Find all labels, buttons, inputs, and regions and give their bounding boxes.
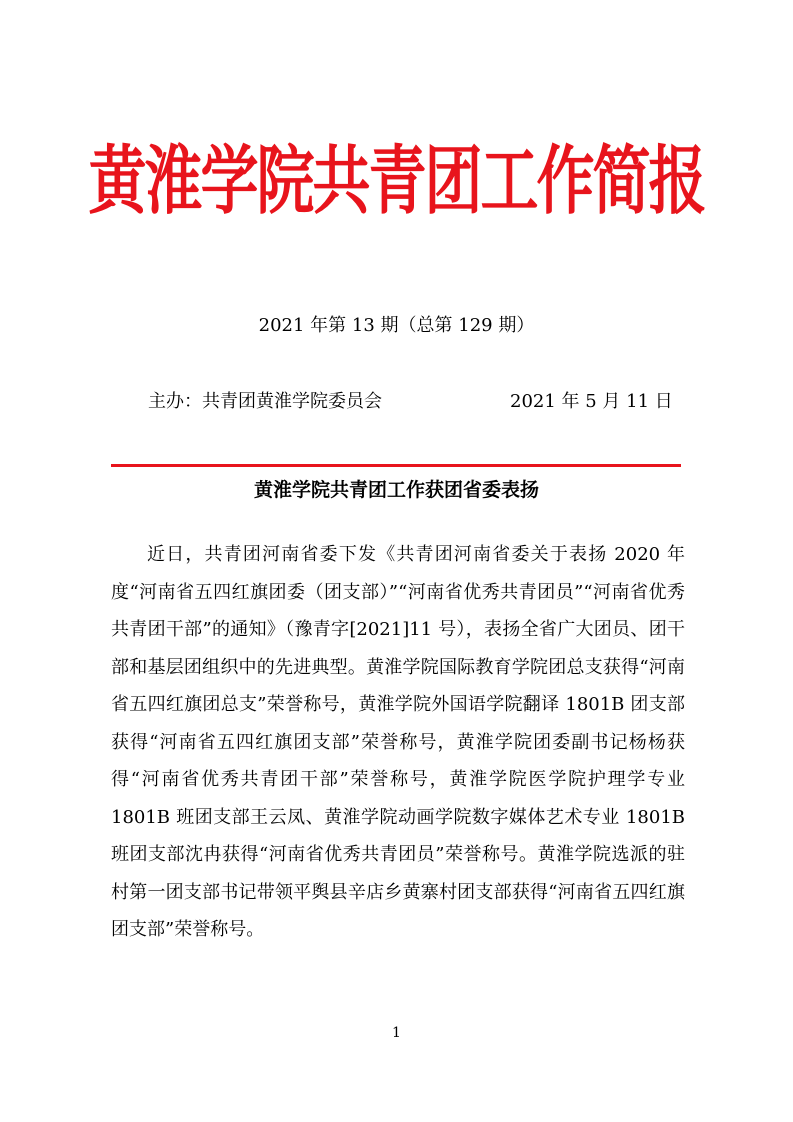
article-title: 黄淮学院共青团工作获团省委表扬 — [253, 479, 539, 501]
issue-number: 2021 年第 13 期（总第 129 期） — [258, 315, 535, 336]
masthead-title: 黄淮学院共青团工作简报 — [88, 137, 705, 225]
masthead-divider — [111, 464, 681, 467]
page-number: 1 — [392, 1025, 401, 1041]
sponsor-line: 主办：共青团黄淮学院委员会 — [148, 391, 382, 412]
publish-date: 2021 年 5 月 11 日 — [510, 391, 673, 412]
article-body: 近日，共青团河南省委下发《共青团河南省委关于表扬 2020 年度“河南省五四红旗团委（团支部）”“河南省优秀共青团员”“河南省优秀共青团干部”的通知》（豫青字[2021]11 号），表扬全省广大团员、团干部和基层团组织中的先进典型。黄淮学院国际教育学院团总支获得“河南省五四红旗团总支”荣誉称号，黄淮学院外国语学院翻译 1801B 团支部获得“河南省五四红旗团支部”荣誉称号，黄淮学院团委副书记杨杨获得“河南省优秀共青团干部”荣誉称号，黄淮学院医学院护理学专业 1801B 班团支部王云凤、黄淮学院动画学院数字媒体艺术专业 1801B 班团支部沈冉获得“河南省优秀共青团员”荣誉称号。黄淮学院选派的驻村第一团支部书记带领平舆县辛店乡黄寨村团支部获得“河南省五四红旗团支部”荣誉称号。 — [111, 544, 685, 940]
